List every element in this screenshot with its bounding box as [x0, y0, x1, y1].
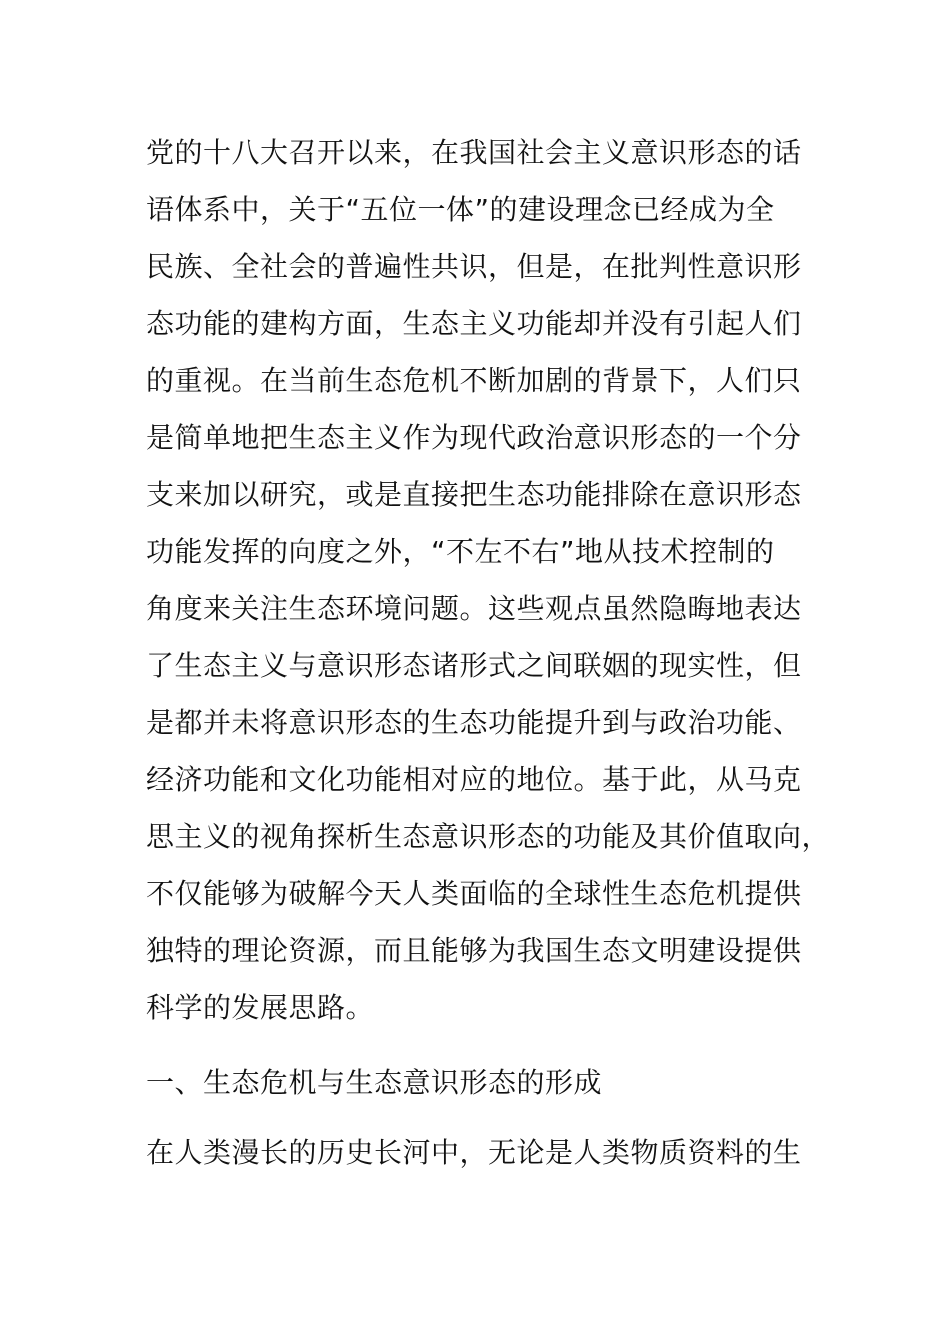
text-line: 语体系中，关于“五位一体”的建设理念已经成为全: [146, 193, 775, 226]
text-line: 是都并未将意识形态的生态功能提升到与政治功能、: [146, 706, 802, 739]
text-line: 党的十八大召开以来，在我国社会主义意识形态的话: [146, 136, 802, 169]
text-line: 经济功能和文化功能相对应的地位。基于此，从马克: [146, 763, 802, 796]
paragraph-intro: [146, 124, 836, 1036]
paragraph-section-one: [146, 1124, 836, 1181]
text-line: 的重视。在当前生态危机不断加剧的背景下，人们只: [146, 364, 802, 397]
text-line: 民族、全社会的普遍性共识，但是，在批判性意识形: [146, 250, 802, 283]
text-line: 是简单地把生态主义作为现代政治意识形态的一个分: [146, 421, 802, 454]
text-line: 独特的理论资源，而且能够为我国生态文明建设提供: [146, 934, 802, 967]
text-line: 态功能的建构方面，生态主义功能却并没有引起人们: [146, 307, 802, 340]
text-line: 功能发挥的向度之外，“不左不右”地从技术控制的: [146, 535, 775, 568]
text-line: 不仅能够为破解今天人类面临的全球性生态危机提供: [146, 877, 802, 910]
section-heading: [146, 1054, 836, 1111]
text-line: 思主义的视角探析生态意识形态的功能及其价值取向，: [146, 820, 831, 853]
text-line: 了生态主义与意识形态诸形式之间联姻的现实性，但: [146, 649, 802, 682]
text-line: 角度来关注生态环境问题。这些观点虽然隐晦地表达: [146, 592, 802, 625]
text-line: 支来加以研究，或是直接把生态功能排除在意识形态: [146, 478, 802, 511]
text-line: 在人类漫长的历史长河中，无论是人类物质资料的生: [146, 1136, 802, 1169]
text-line: 科学的发展思路。: [146, 991, 375, 1024]
section-heading-text: 一、生态危机与生态意识形态的形成: [146, 1066, 603, 1099]
